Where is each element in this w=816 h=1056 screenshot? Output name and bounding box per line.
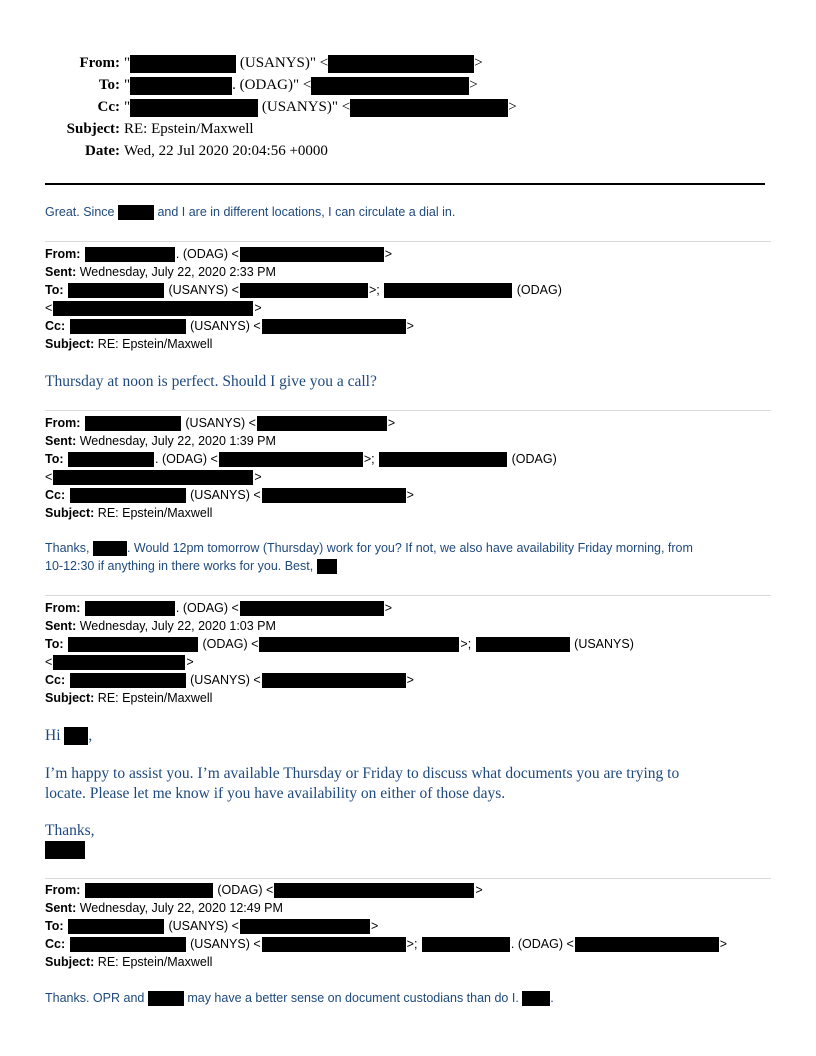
email1-subject-row — [45, 335, 212, 353]
to-text: >; — [460, 637, 472, 651]
greeting-text: , — [88, 727, 93, 744]
redaction — [53, 470, 253, 485]
email4-body — [45, 990, 554, 1007]
sent-value: Wednesday, July 22, 2020 12:49 PM — [79, 901, 283, 915]
redaction — [522, 991, 550, 1006]
gt-mark: > — [719, 937, 728, 951]
cc-text: (USANYS) < — [190, 319, 261, 333]
gt-mark: > — [371, 919, 379, 933]
subject-value: RE: Epstein/Maxwell — [97, 691, 213, 705]
subject-label: Subject: — [45, 337, 95, 351]
email4-subject-row — [45, 953, 212, 971]
email3-closing: Thanks, — [45, 822, 95, 839]
redaction — [219, 452, 363, 467]
from-label: From: — [45, 883, 81, 897]
subject-value: RE: Epstein/Maxwell — [97, 506, 213, 520]
redaction — [317, 559, 337, 574]
redaction — [422, 937, 510, 952]
sent-label: Sent: — [45, 434, 77, 448]
email1-sent-row — [45, 263, 276, 281]
cc-label: Cc: — [45, 319, 66, 333]
separator — [45, 595, 771, 596]
redaction — [257, 416, 387, 431]
header-from-row — [0, 52, 816, 74]
redaction — [379, 452, 507, 467]
gt-mark: > — [475, 883, 483, 897]
cc-text: (USANYS) < — [190, 488, 261, 502]
header-divider — [45, 183, 765, 185]
redaction — [68, 283, 164, 298]
redaction — [85, 601, 175, 616]
header-cc-value — [124, 96, 517, 118]
sent-value: Wednesday, July 22, 2020 2:33 PM — [79, 265, 276, 279]
header-from-label: From: — [79, 55, 120, 71]
header-cc-label: Cc: — [97, 99, 120, 115]
redaction — [70, 673, 186, 688]
redaction — [68, 452, 154, 467]
to-text: (ODAG) — [516, 283, 562, 297]
to-text: >; — [363, 452, 375, 466]
sent-label: Sent: — [45, 265, 77, 279]
email4-cc-row — [45, 935, 727, 953]
cc-text: (USANYS) < — [190, 673, 261, 687]
email2-body-line2 — [45, 558, 337, 575]
lt-mark: < — [45, 301, 53, 315]
from-label: From: — [45, 416, 81, 430]
to-text: (ODAG) — [511, 452, 557, 466]
header-to-label: To: — [98, 77, 120, 93]
to-text: (ODAG) < — [202, 637, 259, 651]
redaction — [240, 283, 368, 298]
separator — [45, 241, 771, 242]
to-text: (USANYS) < — [168, 283, 239, 297]
redaction — [240, 247, 384, 262]
cc-text: . (ODAG) < — [510, 937, 574, 951]
email1-from-row — [45, 245, 392, 263]
redaction — [311, 77, 469, 95]
header-date-value: Wed, 22 Jul 2020 20:04:56 +0000 — [124, 143, 328, 159]
header-cc-text: (USANYS)" < — [261, 99, 351, 115]
email2-from-row — [45, 414, 395, 432]
email2-to-row — [45, 450, 557, 468]
email4-to-row — [45, 917, 378, 935]
greeting-text: Hi — [45, 727, 61, 744]
to-label: To: — [45, 919, 64, 933]
email2-sent-row — [45, 432, 276, 450]
gt-mark: > — [474, 55, 483, 71]
message-text: . — [550, 991, 554, 1005]
to-text: (USANYS) < — [168, 919, 239, 933]
email4-sent-row — [45, 899, 283, 917]
message-text: and I are in different locations, I can circulate a dial in. — [157, 205, 456, 219]
gt-mark: > — [406, 673, 414, 687]
separator — [45, 410, 771, 411]
redaction — [130, 99, 258, 117]
email2-subject-row — [45, 504, 212, 522]
redaction — [274, 883, 474, 898]
sent-label: Sent: — [45, 901, 77, 915]
redaction — [70, 319, 186, 334]
redaction — [70, 937, 186, 952]
redaction — [240, 919, 370, 934]
gt-mark: > — [508, 99, 517, 115]
cc-label: Cc: — [45, 673, 66, 687]
gt-mark: > — [254, 470, 262, 484]
message-text: 10-12:30 if anything in there works for you. Best, — [45, 559, 314, 573]
redaction — [85, 416, 181, 431]
email1-cc-row — [45, 317, 414, 335]
lt-mark: < — [45, 655, 53, 669]
subject-label: Subject: — [45, 691, 95, 705]
email1-body: Thursday at noon is perfect. Should I give you a call? — [45, 373, 377, 390]
email3-from-row — [45, 599, 392, 617]
redaction — [575, 937, 719, 952]
to-text: >; — [369, 283, 380, 297]
email2-cc-row — [45, 486, 414, 504]
email3-to-row-cont — [45, 653, 194, 671]
header-subject-row — [0, 118, 816, 140]
from-label: From: — [45, 247, 81, 261]
email3-sent-row — [45, 617, 276, 635]
redaction — [262, 488, 406, 503]
email1-to-row — [45, 281, 562, 299]
gt-mark: > — [384, 247, 393, 261]
lt-mark: < — [45, 470, 53, 484]
sent-label: Sent: — [45, 619, 77, 633]
message-text: Great. Since — [45, 205, 115, 219]
redaction — [262, 937, 406, 952]
cc-label: Cc: — [45, 488, 66, 502]
header-from-text: (USANYS)" < — [239, 55, 329, 71]
sent-value: Wednesday, July 22, 2020 1:39 PM — [79, 434, 276, 448]
to-label: To: — [45, 283, 64, 297]
redaction — [130, 55, 236, 73]
redaction — [68, 637, 198, 652]
from-text: . (ODAG) < — [175, 601, 239, 615]
subject-value: RE: Epstein/Maxwell — [97, 955, 213, 969]
message-text: Thanks, — [45, 541, 90, 555]
redaction — [118, 205, 154, 220]
from-text: . (ODAG) < — [175, 247, 239, 261]
quote-mark: " — [124, 55, 131, 71]
message-text: may have a better sense on document custodians than do I. — [187, 991, 519, 1005]
email4-from-row — [45, 881, 483, 899]
gt-mark: > — [387, 416, 396, 430]
subject-value: RE: Epstein/Maxwell — [97, 337, 213, 351]
redaction — [53, 655, 185, 670]
email3-subject-row — [45, 689, 212, 707]
gt-mark: > — [384, 601, 393, 615]
redaction — [93, 541, 127, 556]
redaction — [384, 283, 512, 298]
redaction — [328, 55, 474, 73]
header-date-label: Date: — [85, 143, 120, 159]
redaction — [259, 637, 459, 652]
redaction — [262, 673, 406, 688]
header-subject-label: Subject: — [66, 121, 120, 137]
signature-redaction — [45, 841, 85, 859]
cc-text: (USANYS) < — [190, 937, 261, 951]
quote-mark: " — [124, 77, 131, 93]
cc-label: Cc: — [45, 937, 66, 951]
email3-body-line1: I’m happy to assist you. I’m available Thursday or Friday to discuss what documents you are trying to — [45, 765, 680, 782]
redaction — [130, 77, 232, 95]
redaction — [64, 727, 88, 745]
from-text: (USANYS) < — [185, 416, 256, 430]
cc-text: >; — [406, 937, 418, 951]
sent-value: Wednesday, July 22, 2020 1:03 PM — [79, 619, 276, 633]
message-text: Thanks. OPR and — [45, 991, 145, 1005]
to-label: To: — [45, 452, 64, 466]
header-cc-row — [0, 96, 816, 118]
redaction — [53, 301, 253, 316]
redaction — [262, 319, 406, 334]
email1-to-row-cont — [45, 299, 262, 317]
header-subject-value: RE: Epstein/Maxwell — [124, 121, 254, 137]
from-label: From: — [45, 601, 81, 615]
email3-to-row — [45, 635, 634, 653]
header-from-value — [124, 52, 483, 74]
separator — [45, 878, 771, 879]
header-to-text: . (ODAG)" < — [232, 77, 312, 93]
header-to-value — [124, 74, 478, 96]
to-text: . (ODAG) < — [155, 452, 218, 466]
redaction — [148, 991, 184, 1006]
subject-label: Subject: — [45, 955, 95, 969]
to-label: To: — [45, 637, 64, 651]
gt-mark: > — [469, 77, 478, 93]
from-text: (ODAG) < — [217, 883, 274, 897]
gt-mark: > — [254, 301, 262, 315]
message-body — [45, 204, 455, 221]
header-to-row — [0, 74, 816, 96]
gt-mark: > — [406, 319, 414, 333]
redaction — [85, 883, 213, 898]
to-text: (USANYS) — [574, 637, 634, 651]
gt-mark: > — [406, 488, 414, 502]
email3-body-line2: locate. Please let me know if you have availability on either of those days. — [45, 785, 506, 802]
redaction — [240, 601, 384, 616]
gt-mark: > — [186, 655, 194, 669]
redaction — [70, 488, 186, 503]
redaction — [68, 919, 164, 934]
redaction — [476, 637, 570, 652]
email2-body-line1 — [45, 540, 693, 557]
email3-cc-row — [45, 671, 414, 689]
email3-greeting — [45, 726, 92, 746]
header-date-row — [0, 140, 816, 162]
message-text: . Would 12pm tomorrow (Thursday) work for you? If not, we also have availability Friday morning, from — [126, 541, 693, 555]
redaction — [85, 247, 175, 262]
quote-mark: " — [124, 99, 131, 115]
subject-label: Subject: — [45, 506, 95, 520]
redaction — [350, 99, 508, 117]
email2-to-row-cont — [45, 468, 262, 486]
